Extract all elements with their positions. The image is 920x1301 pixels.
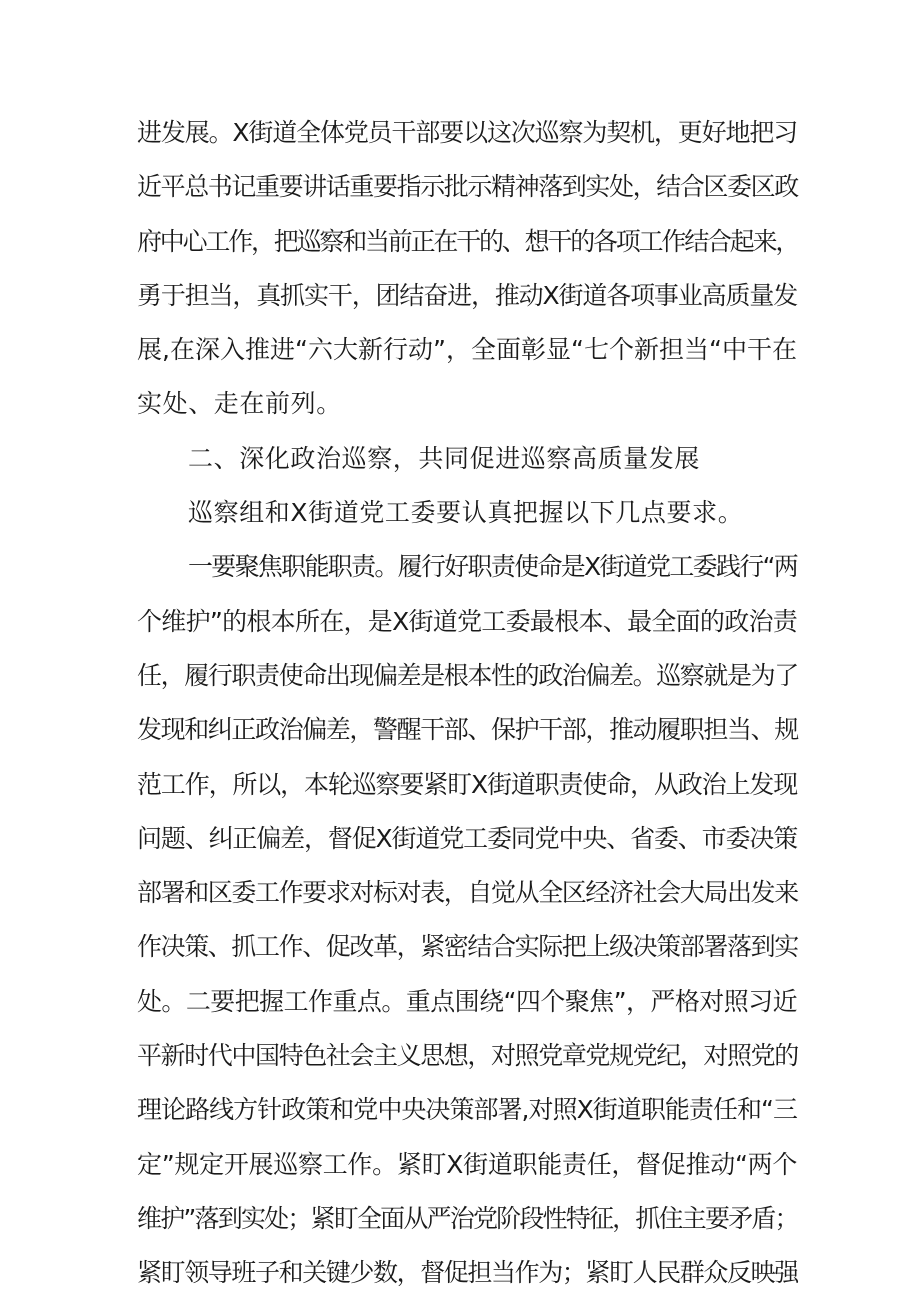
text-line: 展,在深入推进“六大新行动”，全面彰显“七个新担当“中干在 xyxy=(137,335,797,365)
text-line: 理论路线方针政策和党中央决策部署,对照X街道职能责任和“三 xyxy=(137,1095,797,1125)
text-line: 勇于担当，真抓实干，团结奋进，推动X街道各项事业高质量发 xyxy=(137,280,797,310)
section-heading: 二、深化政治巡察，共同促进巡察高质量发展 xyxy=(188,443,701,473)
paragraph-start-line: 一要聚焦职能职责。履行好职责使命是X街道党工委践行“两 xyxy=(188,552,797,582)
text-line: 近平总书记重要讲话重要指示批示精神落到实处，结合区委区政 xyxy=(137,172,798,202)
text-line: 府中心工作，把巡察和当前正在干的、想干的各项工作结合起来， xyxy=(137,226,799,256)
text-line: 紧盯领导班子和关键少数，督促担当作为；紧盯人民群众反映强 xyxy=(137,1258,798,1288)
paragraph-end-line: 实处、走在前列。 xyxy=(137,389,342,419)
text-line: 作决策、抓工作、促改革，紧密结合实际把上级决策部署落到实 xyxy=(137,932,798,962)
text-line: 部署和区委工作要求对标对表，自觉从全区经济社会大局出发来 xyxy=(137,878,798,908)
text-line: 问题、纠正偏差，督促X街道党工委同党中央、省委、市委决策 xyxy=(137,823,797,853)
text-line: 发现和纠正政治偏差，警醒干部、保护干部，推动履职担当、规 xyxy=(137,715,798,745)
text-line: 平新时代中国特色社会主义思想，对照党章党规党纪，对照党的 xyxy=(137,1041,798,1071)
text-line: 范工作，所以，本轮巡察要紧盯X街道职责使命，从政治上发现 xyxy=(137,769,797,799)
text-line: 维护”落到实处；紧盯全面从严治党阶段性特征，抓住主要矛盾； xyxy=(137,1203,798,1233)
text-line: 定”规定开展巡察工作。紧盯X街道职能责任，督促推动“两个 xyxy=(137,1149,797,1179)
text-line: 处。二要把握工作重点。重点围绕“四个聚焦”，严格对照习近 xyxy=(137,986,797,1016)
body-text xyxy=(137,106,797,1301)
text-line: 任，履行职责使命出现偏差是根本性的政治偏差。巡察就是为了 xyxy=(137,660,798,690)
paragraph-line: 巡察组和X街道党工委要认真把握以下几点要求。 xyxy=(188,498,744,528)
text-line: 进发展。X街道全体党员干部要以这次巡察为契机，更好地把习 xyxy=(137,118,797,147)
text-line: 个维护”的根本所在，是X街道党工委最根本、最全面的政治责 xyxy=(137,606,797,636)
